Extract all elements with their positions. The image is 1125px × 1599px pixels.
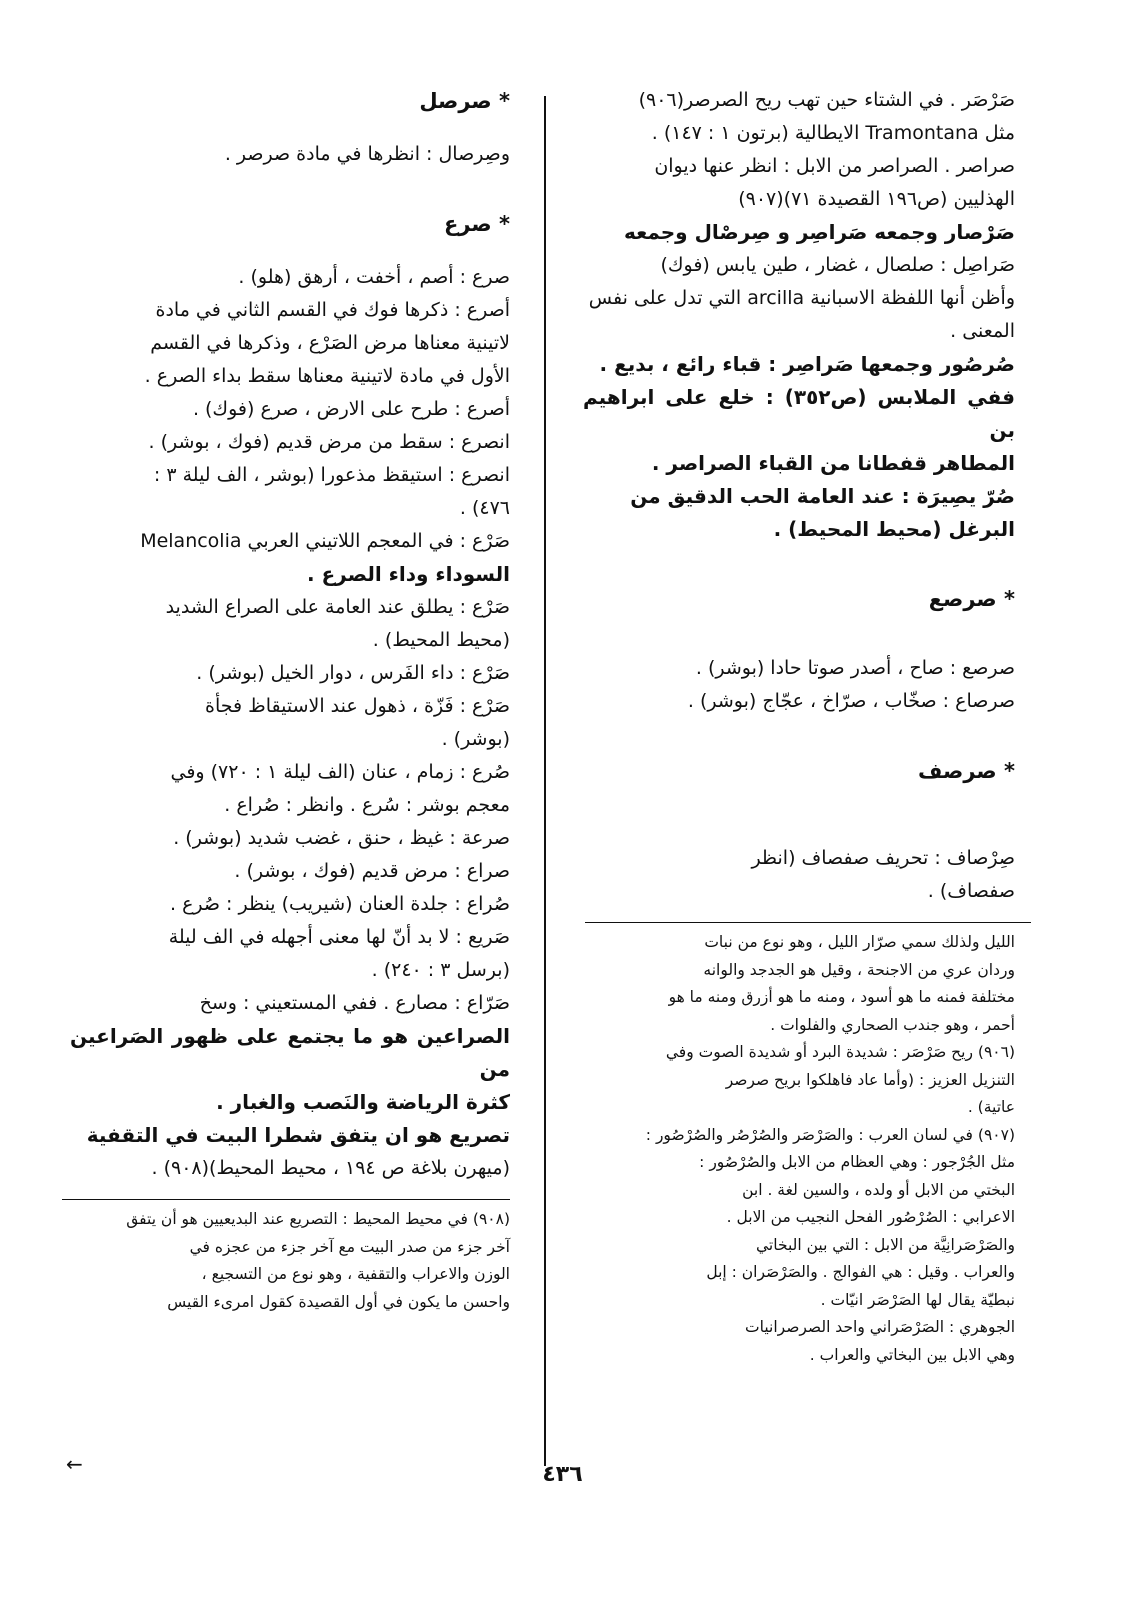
- footnote-line: الاعرابي : الصُرْصُور الفحل النجيب من الابل .: [726, 1208, 1015, 1226]
- footnote-line: والعراب . وقيل : هي الفوالج . والصَرْصَران : إبل: [706, 1263, 1015, 1281]
- page-number: ٤٣٦: [542, 1462, 583, 1487]
- section-heading: * صرصل: [419, 89, 510, 113]
- text-line: صَريع : لا بد أنّ لها معنى أجهله في الف ليلة: [168, 926, 510, 948]
- footnote-line: أحمر ، وهو جندب الصحاري والفلوات .: [770, 1015, 1015, 1034]
- text-line: صرعة : غيظ ، حنق ، غضب شديد (بوشر) .: [173, 827, 510, 849]
- text-line: المطاهر قفطانا من القباء الصراصر .: [651, 451, 1015, 475]
- text-line: (ميهرن بلاغة ص ١٩٤ ، محيط المحيط)(٩٠٨) .: [151, 1157, 510, 1179]
- footnote-line: (٩٠٦) ريح صَرْصَر : شديدة البرد أو شديدة الصوت وفي: [665, 1043, 1015, 1061]
- footnote-line: التنزيل العزيز : (وأما عاد فاهلكوا بريح صرصر: [725, 1070, 1015, 1089]
- text-line: صِرْصاف : تحريف صفصاف (انظر: [751, 847, 1015, 869]
- text-line: صُرع : زمام ، عنان (الف ليلة ١ : ٧٢٠) وفي: [170, 761, 510, 783]
- footnote-line: عاتية) .: [967, 1098, 1015, 1116]
- footnote-line: والصَرْصَرانِيَّة من الابل : التي بين البخاتي: [756, 1235, 1015, 1254]
- text-line: لاتينية معناها مرض الصَرْع ، وذكرها في القسم: [150, 332, 510, 354]
- entry-headword: صُرصُور وجمعها صَراصِر : قباء رائع ، بديع .: [599, 352, 1015, 376]
- text-line: ٤٧٦) .: [459, 497, 510, 519]
- entry-headword: صُرّ يصِيرَة : عند العامة الحب الدقيق من: [630, 484, 1015, 508]
- bold-line: كثرة الرياضة والنَصب والغبار .: [216, 1090, 510, 1114]
- footnote-rule: [62, 1199, 510, 1200]
- text-line: صَرْع : داء الفَرس ، دوار الخيل (بوشر) .: [196, 662, 510, 684]
- text-line: صرصاع : صخّاب ، صرّاخ ، عجّاج (بوشر) .: [687, 690, 1015, 712]
- footnote-line: الوزن والاعراب والتقفية ، وهو نوع من التسجيع ،: [201, 1265, 510, 1283]
- text-line: مثل Tramontana الايطالية (برتون ١ : ١٤٧) .: [651, 122, 1015, 144]
- footnote-line: مختلفة فمنه ما هو أسود ، ومنه ما هو أزرق ومنه ما هو: [668, 988, 1015, 1006]
- text-line: صَرْع : يطلق عند العامة على الصراع الشديد: [165, 596, 510, 618]
- text-line: صراع : مرض قديم (فوك ، بوشر) .: [234, 860, 510, 882]
- section-heading: * صرع: [444, 212, 510, 236]
- footnote-line: نبطيّة يقال لها الصَرْصَر انيّات .: [820, 1290, 1015, 1309]
- footnote-line: وردان عري من الاجنحة ، وقيل هو الجدجد والوانه: [703, 960, 1015, 979]
- text-line: صَراصِل : صلصال ، غضار ، طين يابس (فوك): [660, 254, 1015, 276]
- left-column: [70, 84, 510, 1316]
- text-line: معجم بوشر : سُرع . وانظر : صُراع .: [224, 794, 510, 816]
- text-line: (محيط المحيط) .: [372, 629, 510, 651]
- bold-line: الصراعين هو ما يجتمع على ظهور الصَراعين من: [70, 1024, 510, 1081]
- section-heading: * صرصف: [918, 759, 1015, 783]
- entry-headword: تصريع هو ان يتفق شطرا البيت في التقفية: [86, 1123, 510, 1147]
- footnote-line: آخر جزء من صدر البيت مع آخر جزء من عجزه في: [189, 1237, 510, 1256]
- text-line: (برسل ٣ : ٢٤٠) .: [371, 959, 510, 981]
- footnote-line: مثل الجُرْجور : وهي العظام من الابل والصُرْصُور :: [699, 1153, 1015, 1171]
- bold-line: السوداء وداء الصرع .: [306, 562, 510, 586]
- text-line: (بوشر) .: [441, 728, 510, 750]
- text-line: وأظن أنها اللفظة الاسبانية arcilla التي تدل على نفس: [588, 287, 1015, 309]
- text-line: صفصاف) .: [927, 880, 1015, 902]
- footnote-line: (٩٠٨) في محيط المحيط : التصريع عند البديعيين هو أن يتفق: [126, 1210, 510, 1228]
- text-line: صَرْع : في المعجم اللاتيني العربي Melancolia: [140, 530, 510, 552]
- text-line: الأول في مادة لاتينية معناها سقط بداء الصرع .: [144, 365, 510, 387]
- text-line: صرع : أصم ، أخفت ، أرهق (هلو) .: [238, 266, 510, 288]
- continuation-arrow-icon: ←: [66, 1452, 83, 1476]
- text-line: ففي الملابس (ص٣٥٢) : خلع على ابراهيم بن: [583, 385, 1016, 442]
- text-line: صُراع : جلدة العنان (شيريب) ينظر : صُرع .: [169, 893, 510, 915]
- right-column: [583, 84, 1015, 1369]
- text-line: البرغل (محيط المحيط) .: [773, 517, 1015, 541]
- footnote-rule: [585, 922, 1031, 923]
- footnote-line: الليل ولذلك سمي صرّار الليل ، وهو نوع من نبات: [704, 933, 1015, 951]
- text-line: صرصع : صاح ، أصدر صوتا حادا (بوشر) .: [695, 657, 1015, 679]
- text-line: الهذليين (ص١٩٦ القصيدة ٧١)(٩٠٧): [738, 188, 1015, 210]
- footnote-line: الجوهري : الصَرْصَراني واحد الصرصرانيات: [745, 1318, 1015, 1336]
- entry-headword: صَرْصار وجمعه صَراصِر و صِرصْال وجمعه: [623, 220, 1015, 244]
- footnote-line: واحسن ما يكون في أول القصيدة كقول امرىء القيس: [167, 1292, 510, 1311]
- text-line: أصرع : ذكرها فوك في القسم الثاني في مادة: [155, 299, 510, 321]
- footnote-line: وهي الابل بين البخاتي والعراب .: [809, 1345, 1015, 1364]
- text-line: أصرع : طرح على الارض ، صرع (فوك) .: [192, 398, 510, 420]
- footnote-line: (٩٠٧) في لسان العرب : والصَرْصَر والصُرْصُر والصُرْصُور :: [645, 1125, 1015, 1144]
- text-line: صَرْصَر . في الشتاء حين تهب ريح الصرصر(٩٠٦): [638, 89, 1015, 111]
- text-line: المعنى .: [950, 320, 1015, 342]
- text-line: انصرع : استيقظ مذعورا (بوشر ، الف ليلة ٣ :: [153, 464, 510, 486]
- column-divider: [544, 96, 546, 1466]
- text-line: صراصر . الصراصر من الابل : انظر عنها ديوان: [654, 155, 1015, 177]
- text-line: انصرع : سقط من مرض قديم (فوك ، بوشر) .: [148, 431, 510, 453]
- text-line: وصِرصال : انظرها في مادة صرصر .: [224, 143, 510, 165]
- text-line: صَرْع : فَزّة ، ذهول عند الاستيقاظ فجأة: [205, 695, 510, 717]
- section-heading: * صرصع: [928, 587, 1015, 611]
- footnote-line: البختي من الابل أو ولده ، والسين لغة . ابن: [742, 1180, 1015, 1199]
- text-line: صَرّاع : مصارع . ففي المستعيني : وسخ: [199, 992, 510, 1014]
